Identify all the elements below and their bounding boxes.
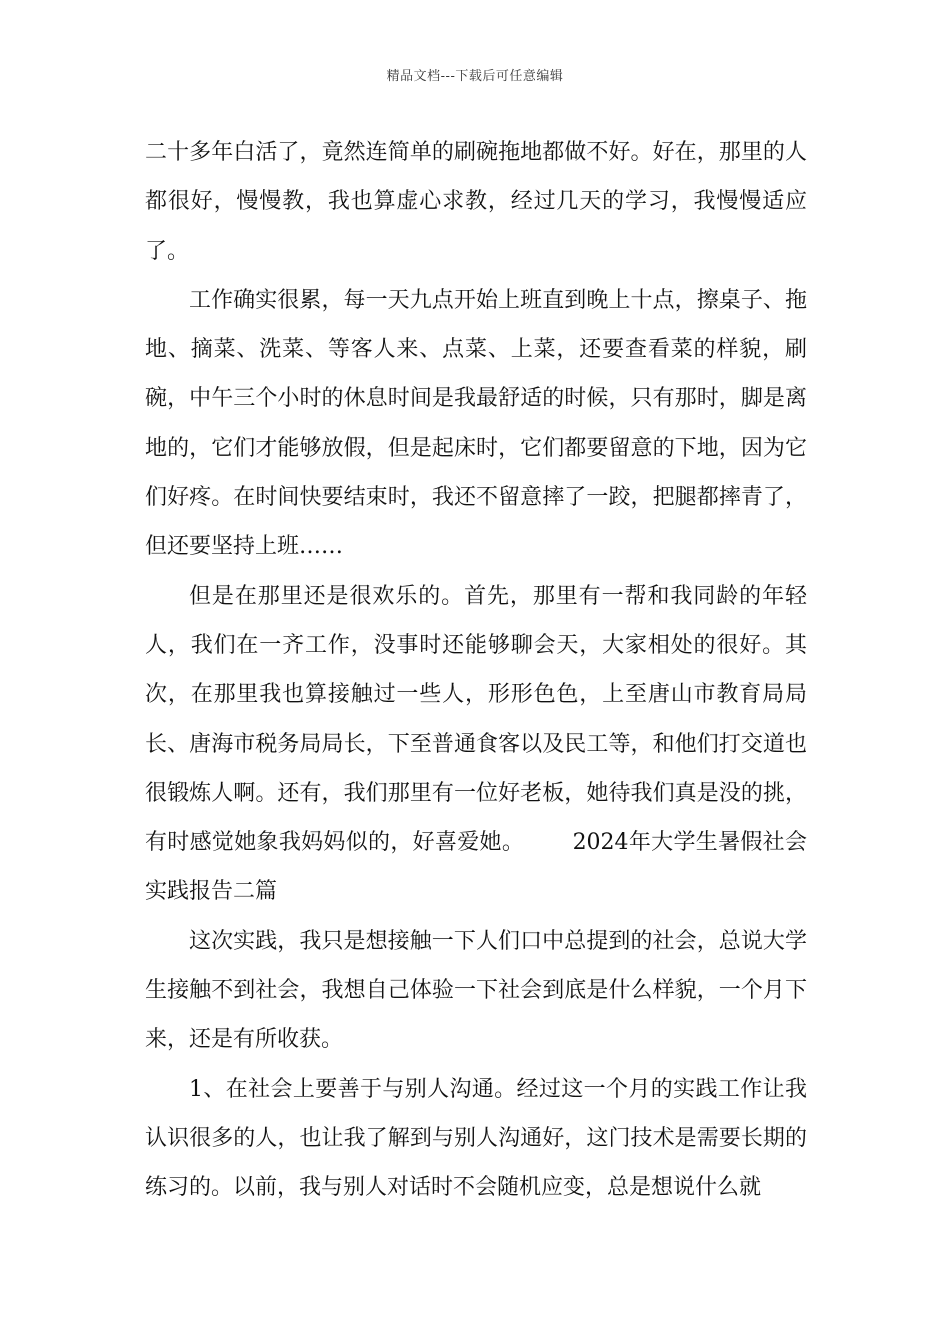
section-title: 2024年大学生暑假社会实践报告二篇 xyxy=(145,830,807,905)
page-header: 精品文档---下载后可任意编辑 xyxy=(386,69,564,84)
paragraph-2: 工作确实很累，每一天九点开始上班直到晚上十点，擦桌子、拖地、摘菜、洗菜、等客人来、点菜、上菜，还要查看菜的样貌，刷碗，中午三个小时的休息时间是我最舒适的时候，只有那时，脚是离地的，它们才能够放假，但是起床时，它们都要留意的下地，因为它们好疼。在时间快要结束时，我还不留意摔了一跤，把腿都摔青了，但还要坚持上班…… xyxy=(145,287,807,560)
paragraph-3-text: 但是在那里还是很欢乐的。首先，那里有一帮和我同龄的年轻人，我们在一齐工作，没事时还能够聊会天，大家相处的很好。其次，在那里我也算接触过一些人，形形色色，上至唐山市教育局局长、唐海市税务局局长，下至普通食客以及民工等，和他们打交道也很锻炼人啊。还有，我们那里有一位好老板，她待我们真是没的挑，有时感觉她象我妈妈似的，好喜爱她。 xyxy=(145,583,807,856)
paragraph-5: 1、在社会上要善于与别人沟通。经过这一个月的实践工作让我认识很多的人，也让我了解到与别人沟通好，这门技术是需要长期的练习的。以前，我与别人对话时不会随机应变，总是想说什么就 xyxy=(145,1076,807,1201)
paragraph-1: 二十多年白活了，竟然连简单的刷碗拖地都做不好。好在，那里的人都很好，慢慢教，我也算虚心求教，经过几天的学习，我慢慢适应了。 xyxy=(145,140,807,264)
paragraph-4: 这次实践，我只是想接触一下人们口中总提到的社会，总说大学生接触不到社会，我想自己体验一下社会到底是什么样貌，一个月下来，还是有所收获。 xyxy=(145,928,807,1053)
document-body xyxy=(145,128,807,1213)
paragraph-3 xyxy=(145,572,807,917)
